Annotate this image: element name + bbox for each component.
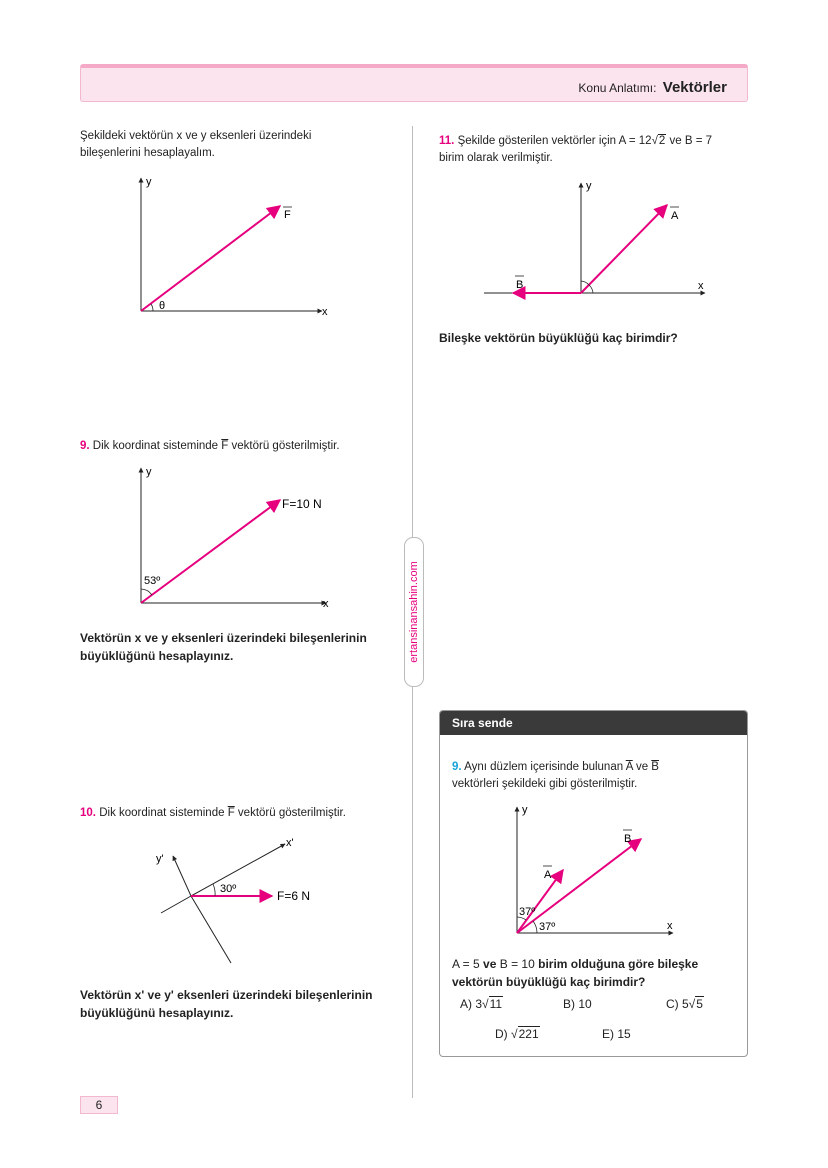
q10-force-label: F=6 N	[277, 889, 311, 903]
option-e[interactable]: E) 15	[602, 1027, 631, 1041]
panel-angle2-label: 37º	[539, 921, 556, 933]
q10-y-label: y'	[156, 853, 164, 865]
q9-prompt: 9. Dik koordinat sisteminde $\overline{F}$ vektörü gösterilmiştir.	[80, 440, 340, 452]
panel-prompt: 9. Aynı düzlem içerisinde bulunan $\overline{A}$ ve $\overline{B}$ vektörleri şekildeki gibi gösterilmiştir.	[452, 761, 659, 790]
q10-angle-label: 30º	[220, 883, 237, 895]
vector-label: F	[284, 209, 291, 221]
q9-number: 9.	[80, 440, 90, 452]
q9-force-label: F=10 N	[282, 497, 322, 511]
header-label	[578, 79, 727, 96]
panel-number: 9.	[452, 761, 462, 773]
q11-a-label: A	[671, 210, 679, 222]
page-header	[80, 64, 748, 102]
side-label	[404, 537, 424, 687]
panel-title: Sıra sende	[452, 716, 513, 730]
q10-vector: $\overline{F}$	[227, 807, 235, 819]
q11-prompt: 11. Şekilde gösterilen vektörler için A = 12√2 ve B = 7 birim olarak verilmiştir.	[439, 135, 713, 164]
y-label: y	[146, 176, 152, 188]
page-number: 6	[80, 1096, 118, 1114]
intro-figure	[120, 170, 350, 330]
q9-x-label: x	[323, 598, 329, 610]
practice-panel	[439, 710, 748, 1057]
option-a[interactable]: A) 3√11	[460, 997, 503, 1011]
q11-question: Bileşke vektörün büyüklüğü kaç birimdir?	[439, 331, 678, 345]
header-prefix: Konu Anlatımı:	[578, 81, 657, 95]
vector-f	[141, 206, 280, 311]
q11-b-label: B	[516, 279, 524, 291]
panel-a-label: A	[544, 869, 552, 881]
q9-question: Vektörün x ve y eksenleri üzerindeki bileşenlerinin büyüklüğünü hesaplayınız.	[80, 631, 367, 663]
panel-angle1-label: 37º	[519, 906, 536, 918]
q11-x-label: x	[698, 280, 704, 292]
option-d[interactable]: D) √221	[495, 1027, 539, 1041]
x-label: x	[322, 306, 328, 318]
angle-arc	[151, 304, 153, 311]
q10-prompt: 10. Dik koordinat sisteminde $\overline{F}$ vektörü gösterilmiştir.	[80, 807, 346, 819]
option-b[interactable]: B) 10	[563, 997, 592, 1011]
q11-vector-a	[581, 205, 667, 293]
intro-text: Şekildeki vektörün x ve y eksenleri üzerindeki bileşenlerini hesaplayalım.	[80, 130, 312, 159]
q10-number: 10.	[80, 807, 96, 819]
side-label-text: ertansinansahin.com	[408, 561, 420, 663]
q9-figure	[120, 460, 360, 620]
q11-number: 11.	[439, 135, 455, 147]
q10-question: Vektörün x' ve y' eksenleri üzerindeki bileşenlerinin büyüklüğünü hesaplayınız.	[80, 988, 373, 1020]
panel-question: A = 5 ve B = 10 birim olduğuna göre bileşke vektörün büyüklüğü kaç birimdir?	[452, 957, 699, 989]
q11-figure	[480, 175, 720, 310]
panel-b-label: B	[624, 833, 632, 845]
panel-x-label: x	[667, 920, 673, 932]
panel-y-label: y	[522, 804, 528, 816]
q10-figure	[150, 830, 330, 970]
q11-y-label: y	[586, 180, 592, 192]
option-c[interactable]: C) 5√5	[666, 997, 703, 1011]
angle-label: θ	[159, 300, 166, 312]
q10-x-label: x'	[286, 837, 294, 849]
q9-vector: $\overline{F}$	[221, 440, 229, 452]
q9-angle-label: 53º	[144, 575, 161, 587]
header-title: Vektörler	[662, 79, 727, 96]
panel-vector-b	[517, 839, 641, 933]
panel-figure	[495, 801, 685, 941]
q9-y-label: y	[146, 466, 152, 478]
q9-vector-f	[141, 500, 280, 603]
panel-header	[440, 711, 747, 735]
